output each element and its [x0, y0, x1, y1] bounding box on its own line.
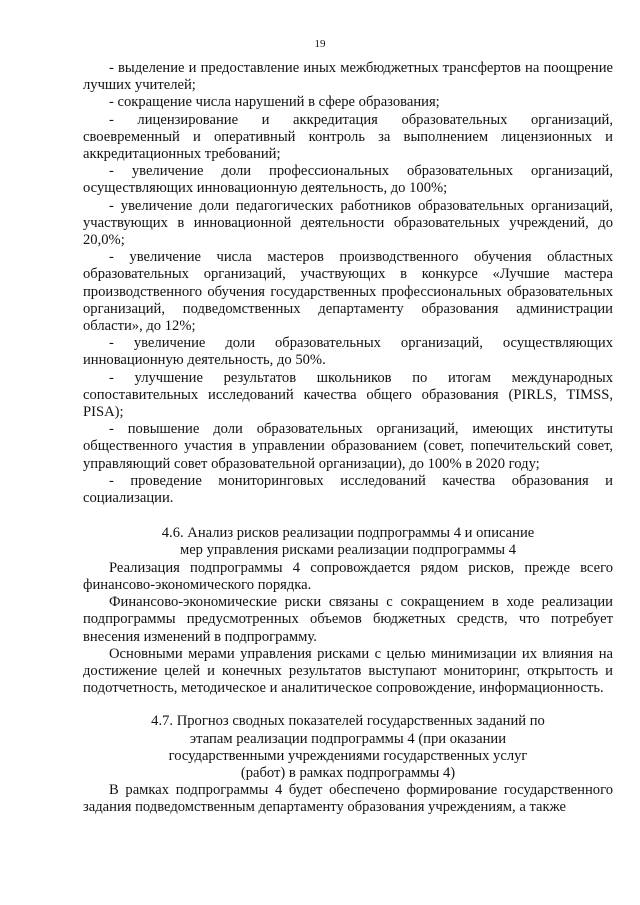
- bullet-item: - увеличение доли профессиональных образовательных организаций, осуществляющих инновационную деятельность, до 100%;: [83, 163, 613, 197]
- heading-line: этапам реализации подпрограммы 4 (при оказании: [189, 730, 507, 747]
- page-number: 19: [314, 38, 326, 50]
- bullet-item: - увеличение доли педагогических работников образовательных организаций, участвующих в инновационной деятельности образовательных учреждений, до 20,0%;: [83, 197, 613, 249]
- section-heading-4-6: [83, 525, 613, 559]
- paragraph: В рамках подпрограммы 4 будет обеспечено формирование государственного задания подведомственным департаменту образования учреждениям, а также: [83, 782, 613, 816]
- heading-line: 4.7. Прогноз сводных показателей государственных заданий по: [151, 713, 545, 730]
- section-heading-4-7: [83, 713, 613, 782]
- paragraph: Финансово-экономические риски связаны с сокращением в ходе реализации подпрограммы предусмотренных объемов бюджетных средств, что потребует внесения изменений в подпрограмму.: [83, 594, 613, 645]
- heading-line: 4.6. Анализ рисков реализации подпрограммы 4 и описание: [161, 525, 535, 542]
- bullet-item: - повышение доли образовательных организаций, имеющих институты общественного участия в управлении образованием (совет, попечительский совет, управляющий совет образовательной организации), до 100% в 2020 году;: [83, 421, 613, 472]
- bullet-item: - увеличение доли образовательных организаций, осуществляющих инновационную деятельность, до 50%.: [83, 335, 613, 369]
- bullet-item: - выделение и предоставление иных межбюджетных трансфертов на поощрение лучших учителей;: [83, 60, 613, 94]
- bullet-item: - сокращение числа нарушений в сфере образования;: [109, 94, 440, 111]
- bullet-item: - лицензирование и аккредитация образовательных организаций, своевременный и оперативный контроль за выполнением лицензионных и аккредитационных требований;: [83, 111, 613, 163]
- bullet-item: - улучшение результатов школьников по итогам международных сопоставительных исследований качества общего образования (PIRLS, TIMSS, PISA);: [83, 369, 613, 421]
- paragraph: Основными мерами управления рисками с целью минимизации их влияния на достижение целей и конечных результатов выступают мониторинг, открытость и подотчетность, методическое и аналитическое сопровождение, информационность.: [83, 645, 613, 697]
- heading-line: государственными учреждениями государственных услуг: [168, 747, 528, 764]
- heading-line: мер управления рисками реализации подпрограммы 4: [179, 542, 517, 559]
- paragraph: Реализация подпрограммы 4 сопровождается рядом рисков, прежде всего финансово-экономического порядка.: [83, 559, 613, 593]
- bullet-item: - проведение мониторинговых исследований качества образования и социализации.: [83, 472, 613, 507]
- document-body: [83, 60, 613, 817]
- heading-line: (работ) в рамках подпрограммы 4): [240, 764, 456, 781]
- bullet-item: - увеличение числа мастеров производственного обучения областных образовательных организаций, участвующих в конкурсе «Лучшие мастера производственного обучения государственных профессиональных образовательных организаций, подведомственных департаменту образования администрации области», до 12%;: [83, 249, 613, 335]
